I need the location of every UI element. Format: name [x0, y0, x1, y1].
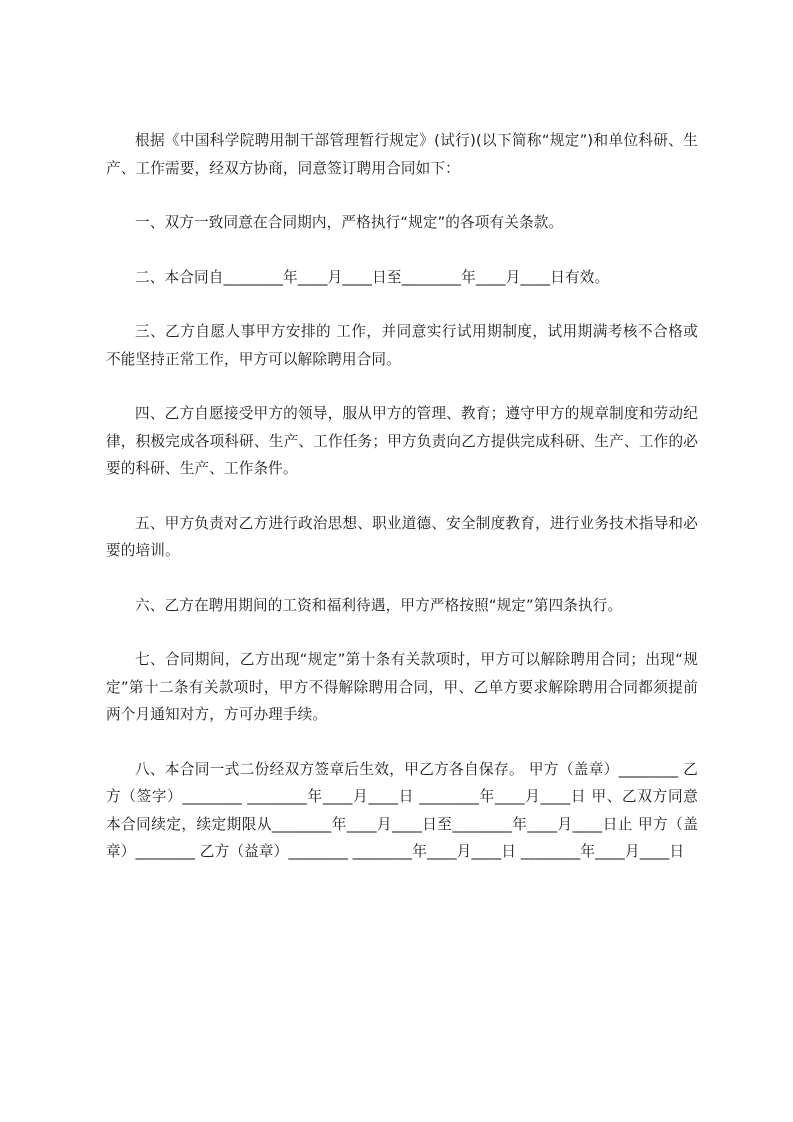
- preamble-paragraph: 根据《中国科学院聘用制干部管理暂行规定》(试行)(以下简称“规定”)和单位科研、生产、工作需要，经双方协商，同意签订聘用合同如下：: [106, 132, 698, 177]
- clause-3-paragraph: 三、乙方自愿人事甲方安排的 工作，并同意实行试用期制度，试用期满考核不合格或不能坚持正常工作，甲方可以解除聘用合同。: [106, 323, 698, 368]
- clause-8-signature-paragraph: 八、本合同一式二份经双方签章后生效，甲乙方各自保存。 甲方（盖章）________ 乙方（签字）________ ________年____月____日 ________年____月____日 甲、乙双方同意本合同续定，续定期限从________年____月____日至________年____月____日止 甲方（盖章）________ 乙方（益章）________ ________年____月____日 ________年____月____日: [106, 760, 698, 860]
- clause-1-paragraph: 一、双方一致同意在合同期内，严格执行“规定”的各项有关条款。: [135, 214, 564, 231]
- clause-4-paragraph: 四、乙方自愿接受甲方的领导，服从甲方的管理、教育；遵守甲方的规章制度和劳动纪律，积极完成各项科研、生产、工作任务；甲方负责向乙方提供完成科研、生产、工作的必要的科研、生产、工作条件。: [106, 405, 698, 477]
- clause-2-paragraph: 二、本合同自________年____月____日至________年____月____日有效。: [135, 268, 610, 286]
- contract-body: [106, 127, 698, 866]
- clause-7-paragraph: 七、合同期间，乙方出现“规定”第十条有关款项时，甲方可以解除聘用合同；出现“规定”第十二条有关款项时，甲方不得解除聘用合同，甲、乙单方要求解除聘用合同都须提前两个月通知对方，方可办理手续。: [106, 651, 698, 723]
- clause-5-paragraph: 五、甲方负责对乙方进行政治思想、职业道德、安全制度教育，进行业务技术指导和必要的培训。: [106, 514, 698, 559]
- clause-6-paragraph: 六、乙方在聘用期间的工资和福利待遇，甲方严格按照“规定”第四条执行。: [135, 596, 623, 614]
